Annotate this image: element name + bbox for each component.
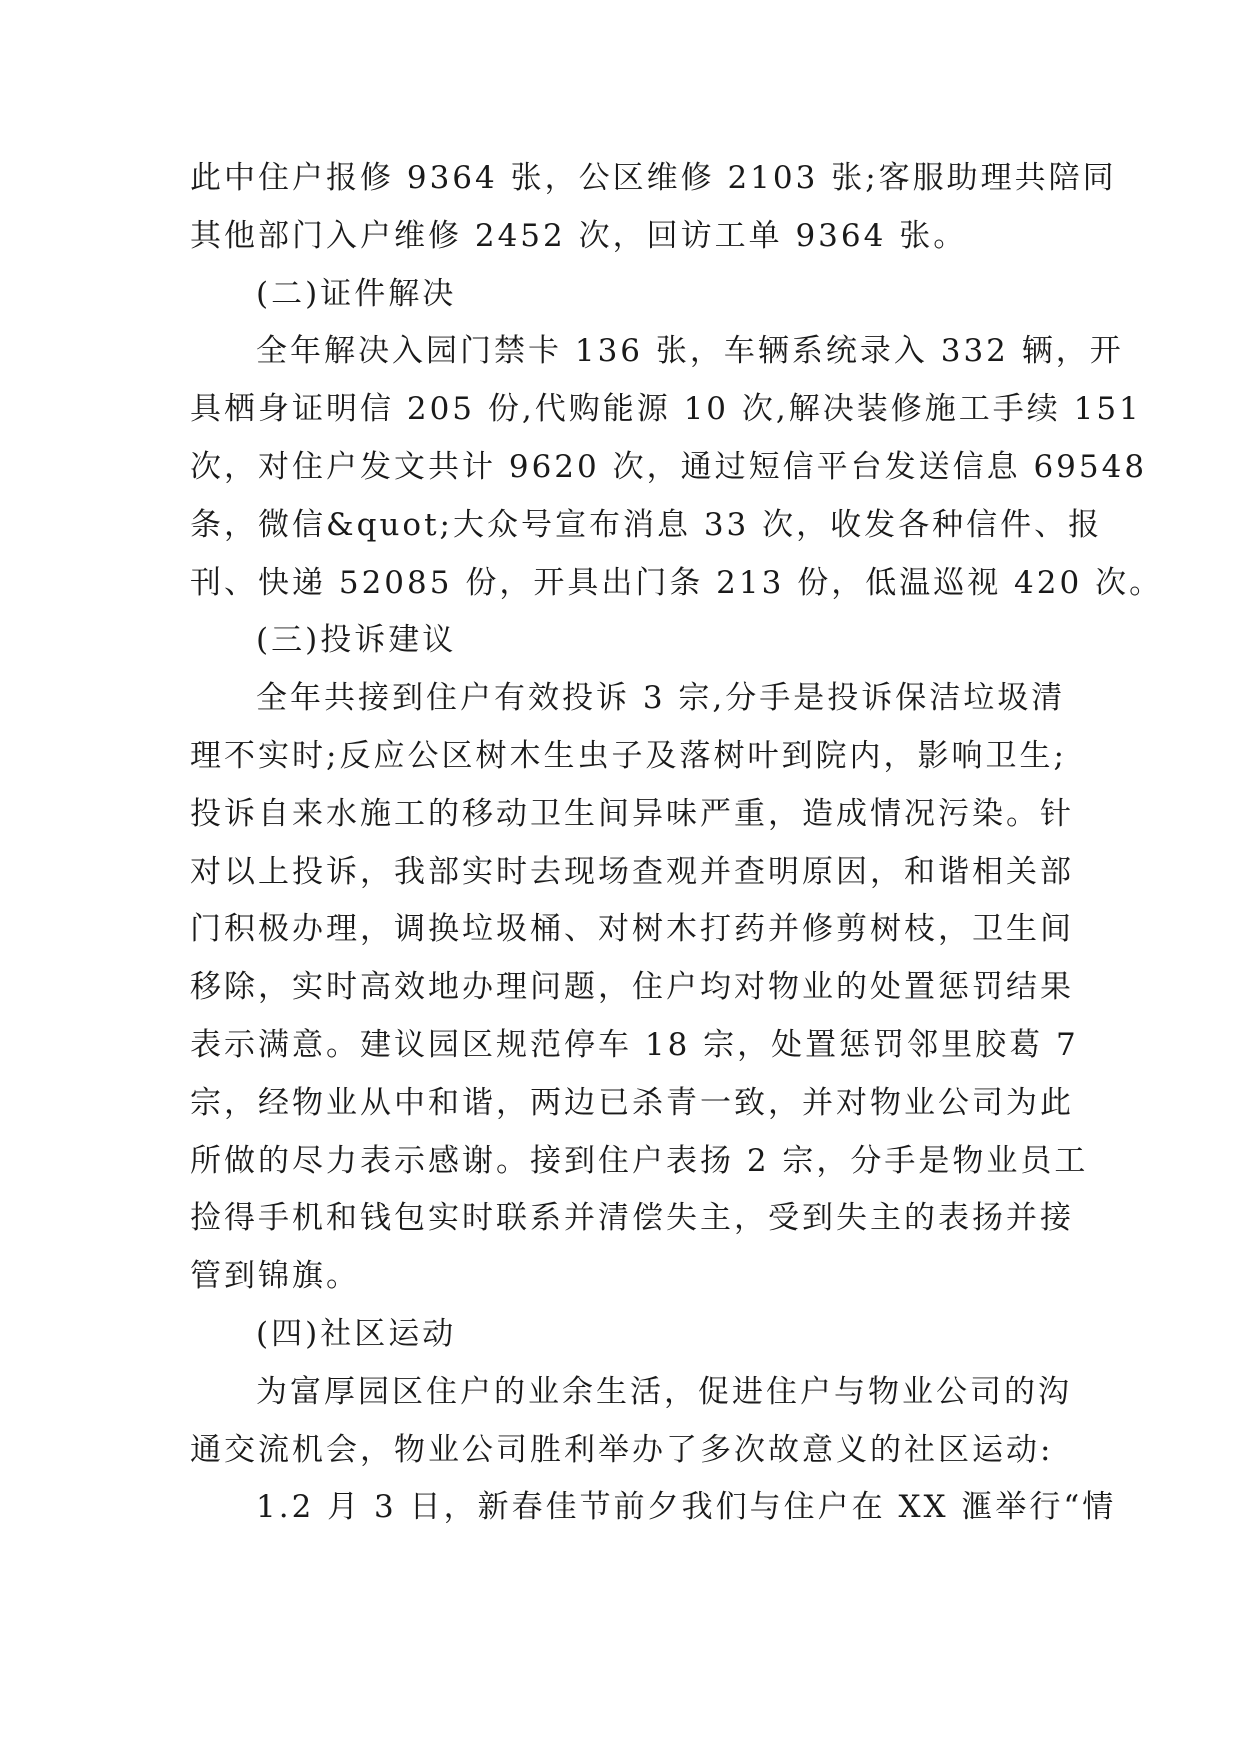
paragraph-start: 全年共接到住户有效投诉 3 宗,分手是投诉保洁垃圾清	[256, 680, 1066, 717]
text-line: 对以上投诉，我部实时去现场查观并查明原因，和谐相关部	[190, 853, 1074, 890]
paragraph-start: 全年解决入园门禁卡 136 张，车辆系统录入 332 辆，开	[256, 333, 1124, 370]
text-line: 理不实时;反应公区树木生虫子及落树叶到院内，影响卫生;	[190, 737, 1067, 774]
text-line: 刊、快递 52085 份，开具出门条 213 份，低温巡视 420 次。	[190, 564, 1164, 601]
text-line: 投诉自来水施工的移动卫生间异味严重，造成情况污染。针	[190, 795, 1074, 832]
text-line: 其他部门入户维修 2452 次，回访工单 9364 张。	[190, 217, 968, 254]
text-line: 宗，经物业从中和谐，两边已杀青一致，并对物业公司为此	[190, 1084, 1074, 1121]
text-line: 通交流机会，物业公司胜利举办了多次故意义的社区运动:	[190, 1431, 1054, 1468]
text-line: 表示满意。建议园区规范停车 18 宗，处置惩罚邻里胶葛 7	[190, 1026, 1079, 1063]
text-line: 具栖身证明信 205 份,代购能源 10 次,解决装修施工手续 151	[190, 391, 1142, 428]
text-line: 次，对住户发文共计 9620 次，通过短信平台发送信息 69548	[190, 448, 1148, 485]
paragraph-start: 为富厚园区住户的业余生活，促进住户与物业公司的沟	[256, 1373, 1072, 1410]
document-body	[190, 150, 1164, 1537]
text-line: 所做的尽力表示感谢。接到住户表扬 2 宗，分手是物业员工	[190, 1142, 1089, 1179]
text-line: 管到锦旗。	[190, 1258, 360, 1295]
text-line: 门积极办理，调换垃圾桶、对树木打药并修剪树枝，卫生间	[190, 911, 1074, 948]
section-heading: (三)投诉建议	[256, 622, 457, 659]
section-heading: (四)社区运动	[256, 1315, 457, 1352]
list-item: 1.2 月 3 日，新春佳节前夕我们与住户在 XX 滙举行“情	[256, 1489, 1117, 1526]
text-line: 此中住户报修 9364 张，公区维修 2103 张;客服助理共陪同	[190, 160, 1117, 196]
text-line: 移除，实时高效地办理问题，住户均对物业的处置惩罚结果	[190, 969, 1074, 1006]
text-line: 捡得手机和钱包实时联系并清偿失主，受到失主的表扬并接	[190, 1200, 1074, 1237]
text-line: 条，微信&quot;大众号宣布消息 33 次，收发各种信件、报	[190, 506, 1103, 543]
section-heading: (二)证件解决	[256, 275, 457, 312]
